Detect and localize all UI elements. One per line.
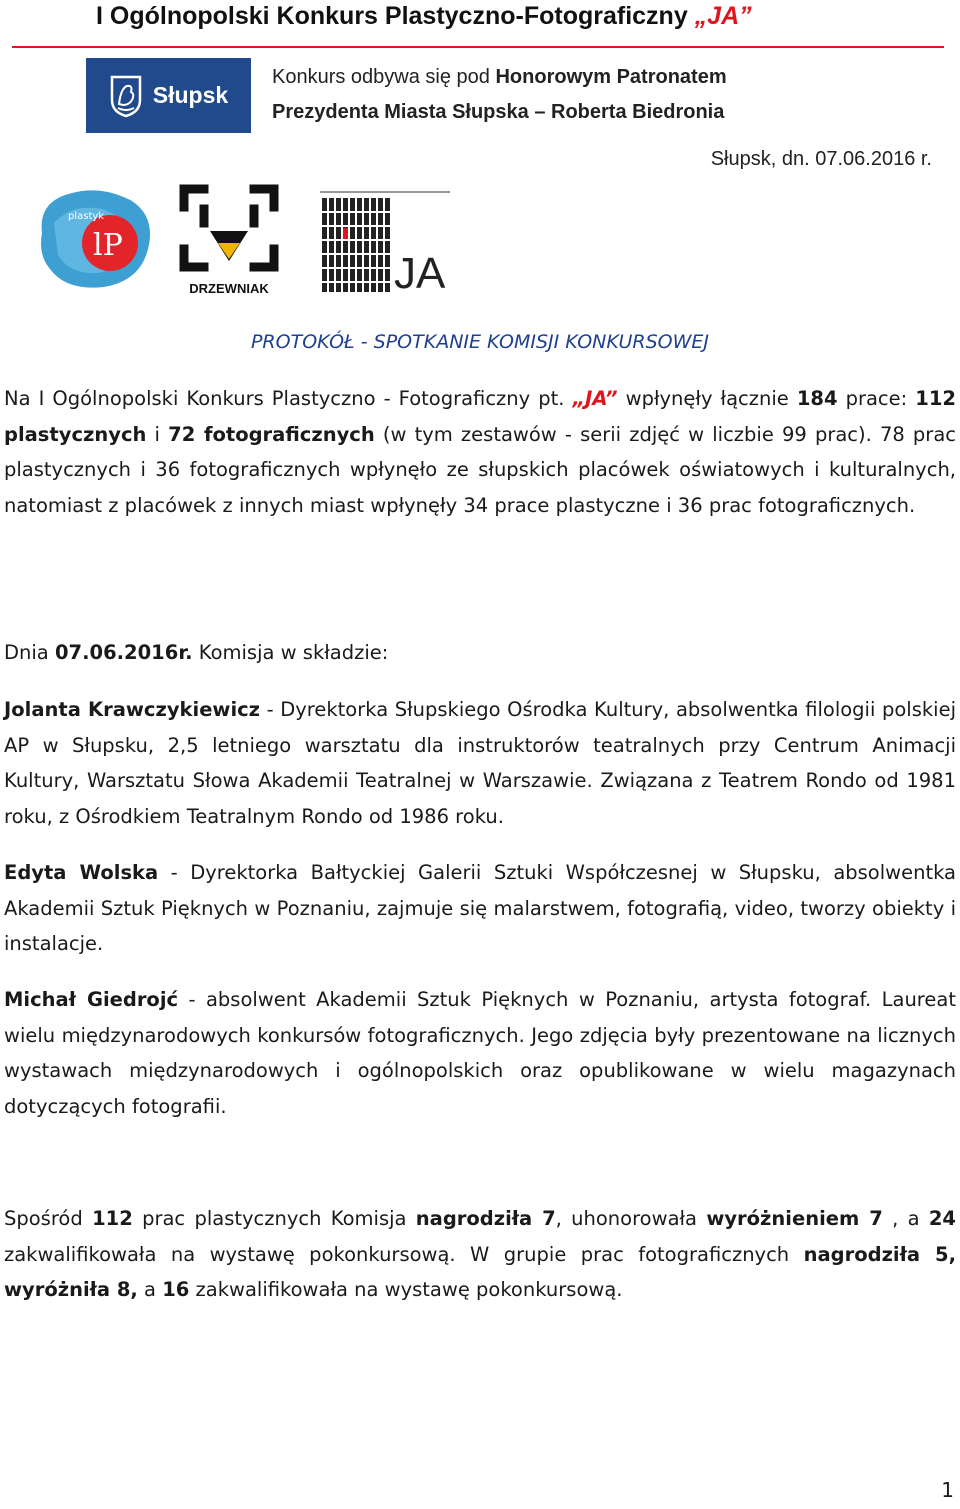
drzewniak-logo-text: DRZEWNIAK [189, 281, 269, 296]
page-title [96, 2, 752, 31]
ja-contest-logo [320, 190, 454, 295]
member-paragraph: Jolanta Krawczykiewicz - Dyrektorka Słupskiego Ośrodka Kultury, absolwentka filologii polskiej AP w Słupsku, 2,5 letniego warsztatu dla instruktorów teatralnych przy Centrum Animacji Kultury, Warsztatu Słowa Akademii Teatralnej w Warszawie. Związana z Teatrem Rondo od 1981 roku, z Ośrodkiem Teatralnym Rondo od 1986 roku. [4, 698, 956, 828]
member-paragraph: Michał Giedrojć - absolwent Akademii Sztuk Pięknych w Poznaniu, artysta fotograf. Laureat wielu międzynarodowych konkursów fotograficznych. Jego zdjęcia były prezentowane na licznych wystawach międzynarodowych i ogólnopolskich oraz opublikowane w wielu magazynach dotyczących fotografii. [4, 988, 956, 1118]
plastyk-logo-text: plastyk [68, 211, 105, 222]
member-paragraph: Edyta Wolska - Dyrektorka Bałtyckiej Galerii Sztuki Współczesnej w Słupsku, absolwentka Akademii Sztuk Pięknych w Poznaniu, zajmuje się malarstwem, fotografią, video, tworzy obiekty i instalacje. [4, 861, 956, 955]
slupsk-city-logo [86, 58, 251, 133]
document-date: Słupsk, dn. 07.06.2016 r. [710, 148, 932, 170]
document-heading: PROTOKÓŁ - SPOTKANIE KOMISJI KONKURSOWEJ [250, 331, 710, 353]
ja-inline: „JA” [572, 387, 618, 410]
meeting-line: Dnia 07.06.2016r. Komisja w składzie: [4, 641, 389, 664]
header-rule [12, 46, 944, 48]
title-ja: „JA” [694, 2, 752, 30]
city-crest-icon [109, 74, 143, 118]
city-logo-text: Słupsk [152, 82, 229, 108]
member-name: Jolanta Krawczykiewicz [4, 698, 261, 721]
page-number: 1 [941, 1478, 954, 1502]
results-paragraph: Spośród 112 prac plastycznych Komisja nagrodziła 7, uhonorowała wyróżnieniem 7 , a 24 zakwalifikowała na wystawę pokonkursową. W grupie prac fotograficznych nagrodziła 5, wyróżniła 8, a 16 zakwalifikowała na wystawę pokonkursową. [4, 1207, 956, 1301]
patronage-line-2: Prezydenta Miasta Słupska – Roberta Biedronia [272, 101, 725, 123]
svg-text:lP: lP [93, 228, 123, 263]
drzewniak-logo [178, 183, 280, 298]
intro-paragraph: Na I Ogólnopolski Konkurs Plastyczno - Fotograficzny pt. „JA” wpłynęły łącznie 184 prace: 112 plastycznych i 72 fotograficznych (w tym zestawów - serii zdjęć w liczbie 99 prac). 78 prac plastycznych i 36 fotograficznych wpłynęło ze słupskich placówek oświatowych i kulturalnych, natomiast z placówek z innych miast wpłynęły 34 prace plastyczne i 36 prac fotograficznych. [4, 387, 956, 517]
member-name: Michał Giedrojć [4, 988, 179, 1011]
title-text: I Ogólnopolski Konkurs Plastyczno-Fotograficzny [96, 2, 695, 30]
patronage-text [272, 60, 727, 130]
patronage-line-1: Konkurs odbywa się pod Honorowym Patronatem [272, 66, 727, 88]
plastyk-logo [32, 183, 158, 293]
ja-logo-text: JA [394, 249, 446, 295]
member-name: Edyta Wolska [4, 861, 159, 884]
